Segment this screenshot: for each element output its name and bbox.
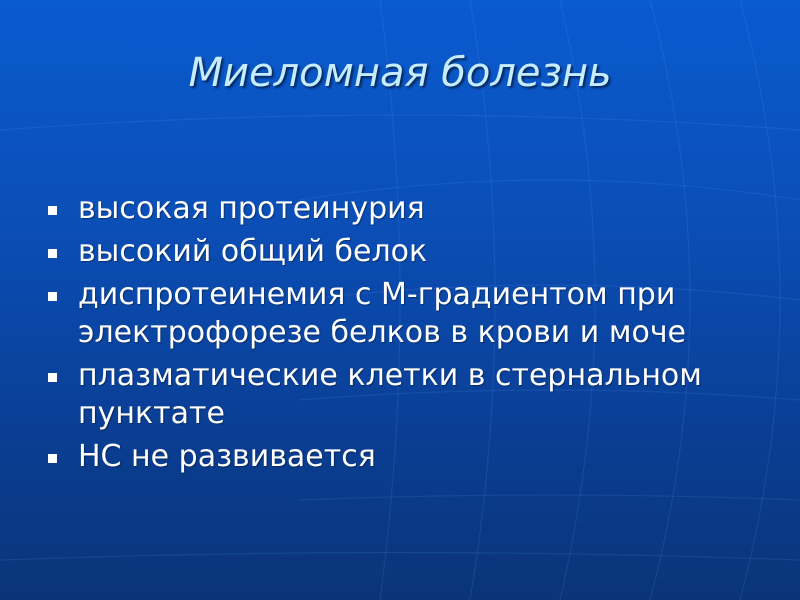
slide-title: Миеломная болезнь [188,50,612,96]
list-item [48,276,768,352]
list-item-text: плазматические клетки в стернальном пунктате [78,358,702,431]
square-bullet-icon [48,373,57,382]
list-item [48,233,768,271]
square-bullet-icon [48,292,57,301]
list-item-text: высокий общий белок [78,234,428,269]
list-item-text: диспротеинемия с М-градиентом при электрофорезе белков в крови и моче [78,277,687,350]
list-item [48,438,768,476]
list-item-text: высокая протеинурия [78,191,425,226]
bullet-list [48,190,768,481]
list-item [48,190,768,228]
list-item [48,357,768,433]
square-bullet-icon [48,249,57,258]
square-bullet-icon [48,206,57,215]
list-item-text: НС не развивается [78,439,376,474]
square-bullet-icon [48,454,57,463]
